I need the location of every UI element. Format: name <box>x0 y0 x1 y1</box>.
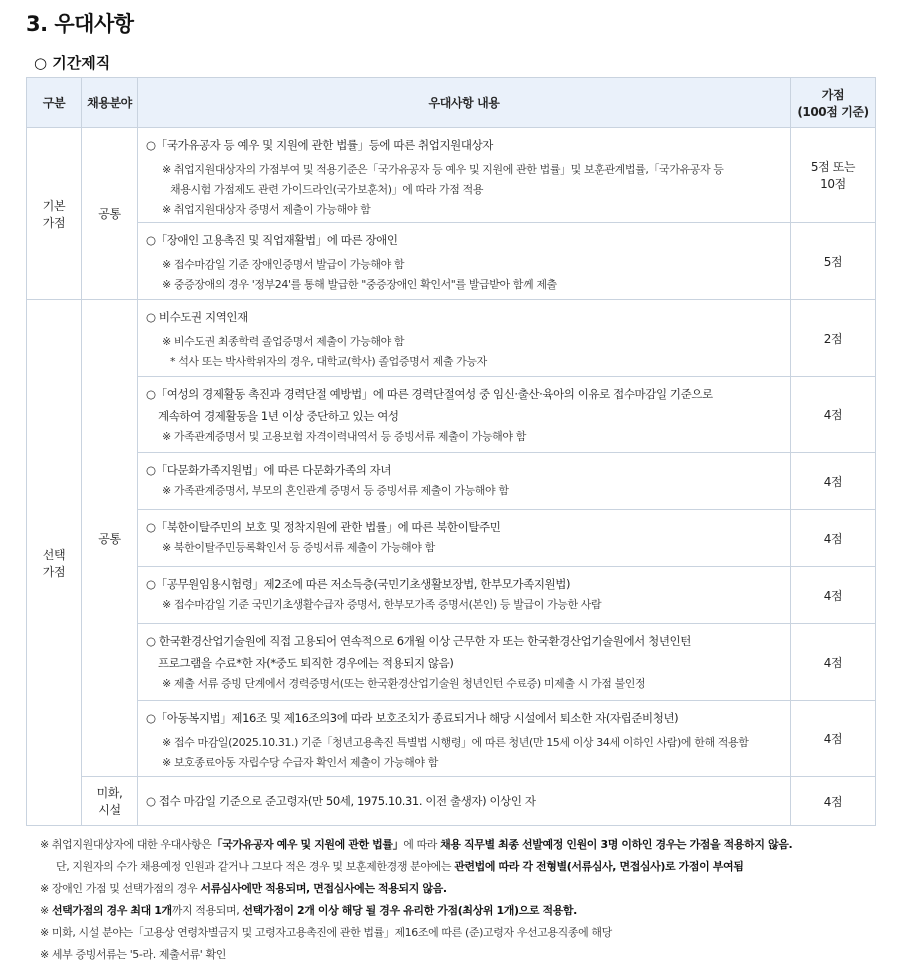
section-heading: 3. 우대사항 <box>26 12 134 36</box>
field-common: 공통 <box>82 128 138 300</box>
row-points: 4점 <box>791 777 876 826</box>
footnote: ※ 취업지원대상자에 대한 우대사항은「국가유공자 예우 및 지원에 관한 법률」에 따라 채용 직무별 최종 선발예정 인원이 3명 이하인 경우는 가점을 적용하지 않음. <box>40 838 793 851</box>
table-row <box>27 223 876 300</box>
row-main-text: ○ 비수도권 지역인재 <box>146 310 248 324</box>
row-note: ※ 가족관계증명서 및 고용보험 자격이력내역서 등 증빙서류 제출이 가능해야 함 <box>162 430 526 443</box>
row-points: 4점 <box>791 701 876 777</box>
footnotes <box>40 834 880 966</box>
row-content <box>138 777 791 826</box>
row-main-text: ○「다문화가족지원법」에 따른 다문화가족의 자녀 <box>146 463 392 477</box>
category-label: 기본 <box>42 198 66 213</box>
row-points: 4점 <box>791 510 876 567</box>
category-label: 선택 <box>42 547 66 562</box>
table-row <box>27 567 876 624</box>
table-row <box>27 510 876 567</box>
row-main-text: ○「장애인 고용촉진 및 직업재활법」에 따른 장애인 <box>146 233 398 247</box>
row-main-text: 프로그램을 수료*한 자(*중도 퇴직한 경우에는 적용되지 않음) <box>158 656 454 670</box>
table-row <box>27 377 876 453</box>
header-field: 채용분야 <box>82 78 138 128</box>
row-points: 4점 <box>791 624 876 701</box>
header-content: 우대사항 내용 <box>138 78 791 128</box>
row-content <box>138 624 791 701</box>
footnote: ※ 세부 증빙서류는 '5-라. 제출서류' 확인 <box>40 948 226 961</box>
row-note: ※ 비수도권 최종학력 졸업증명서 제출이 가능해야 함 <box>162 335 405 348</box>
row-content <box>138 510 791 567</box>
footnote: ※ 선택가점의 경우 최대 1개까지 적용되며, 선택가점이 2개 이상 해당 될 경우 유리한 가점(최상위 1개)으로 적용함. <box>40 904 577 917</box>
row-main-text: ○「아동복지법」제16조 및 제16조의3에 따라 보호조치가 종료되거나 해당 시설에서 퇴소한 자(자립준비청년) <box>146 711 679 725</box>
row-note: ※ 접수마감일 기준 국민기초생활수급자 증명서, 한부모가족 증명서(본인) 등 발급이 가능한 사람 <box>162 598 602 611</box>
row-content <box>138 567 791 624</box>
preference-table <box>26 77 876 826</box>
footnote: 단, 지원자의 수가 채용예정 인원과 같거나 그보다 적은 경우 및 보훈제한경쟁 분야에는 관련법에 따라 각 전형별(서류심사, 면접심사)로 가점이 부여됨 <box>56 860 744 873</box>
category-label: 가점 <box>42 215 66 230</box>
category-label: 가점 <box>42 564 66 579</box>
row-note: ※ 북한이탈주민등록확인서 등 증빙서류 제출이 가능해야 함 <box>162 541 435 554</box>
field-label: 시설 <box>98 803 121 817</box>
row-main-text: 계속하여 경제활동을 1년 이상 중단하고 있는 여성 <box>158 409 399 423</box>
row-main-text: ○「북한이탈주민의 보호 및 정착지원에 관한 법률」에 따른 북한이탈주민 <box>146 520 501 534</box>
row-content <box>138 377 791 453</box>
row-note: ※ 가족관계증명서, 부모의 혼인관계 증명서 등 증빙서류 제출이 가능해야 함 <box>162 484 509 497</box>
row-note: ※ 취업지원대상자 증명서 제출이 가능해야 함 <box>162 203 371 216</box>
row-points <box>791 128 876 223</box>
table-row <box>27 128 876 223</box>
row-points: 4점 <box>791 453 876 510</box>
row-note: * 석사 또는 박사학위자의 경우, 대학교(학사) 졸업증명서 제출 가능자 <box>170 355 487 368</box>
row-note: ※ 제출 서류 증빙 단계에서 경력증명서(또는 한국환경산업기술원 청년인턴 수료증) 미제출 시 가점 불인정 <box>162 677 646 690</box>
row-points: 2점 <box>791 300 876 377</box>
table-row <box>27 777 876 826</box>
row-note: ※ 접수마감일 기준 장애인증명서 발급이 가능해야 함 <box>162 258 405 271</box>
row-note: 채용시험 가점제도 관련 가이드라인(국가보훈처)」에 따라 가점 적용 <box>170 183 484 196</box>
row-content <box>138 223 791 300</box>
row-content <box>138 701 791 777</box>
row-points: 5점 <box>791 223 876 300</box>
row-note: ※ 취업지원대상자의 가점부여 및 적용기준은「국가유공자 등 예우 및 지원에 관한 법률」및 보훈관계법률,「국가유공자 등 <box>162 163 724 176</box>
header-points-label: 가점 <box>821 87 845 102</box>
category-basic <box>27 128 82 300</box>
row-note: ※ 접수 마감일(2025.10.31.) 기준「청년고용촉진 특별법 시행령」에 따른 청년(만 15세 이상 34세 이하인 사람)에 한해 적용함 <box>162 736 749 749</box>
field-common: 공통 <box>82 300 138 777</box>
field-label: 미화, <box>96 786 123 800</box>
row-main-text: ○ 한국환경산업기술원에 직접 고용되어 연속적으로 6개월 이상 근무한 자 또는 한국환경산업기술원에서 청년인턴 <box>146 634 691 648</box>
table-header-row <box>27 78 876 128</box>
row-main-text: ○ 접수 마감일 기준으로 준고령자(만 50세, 1975.10.31. 이전 출생자) 이상인 자 <box>146 794 536 808</box>
row-main-text: ○「여성의 경제활동 촉진과 경력단절 예방법」에 따른 경력단절여성 중 임신·출산·육아의 이유로 접수마감일 기준으로 <box>146 387 713 401</box>
points-value: 5점 또는 <box>810 160 856 174</box>
row-note: ※ 보호종료아동 자립수당 수급자 확인서 제출이 가능해야 함 <box>162 756 438 769</box>
header-points <box>791 78 876 128</box>
points-value: 10점 <box>820 177 846 191</box>
table-row <box>27 300 876 377</box>
table-row <box>27 624 876 701</box>
field-cleaning-facility <box>82 777 138 826</box>
row-main-text: ○「공무원임용시험령」제2조에 따른 저소득층(국민기초생활보장법, 한부모가족지원법) <box>146 577 571 591</box>
row-content <box>138 128 791 223</box>
row-points: 4점 <box>791 377 876 453</box>
header-category: 구분 <box>27 78 82 128</box>
table-row <box>27 453 876 510</box>
row-main-text: ○「국가유공자 등 예우 및 지원에 관한 법률」등에 따른 취업지원대상자 <box>146 138 494 152</box>
footnote: ※ 미화, 시설 분야는「고용상 연령차별금지 및 고령자고용촉진에 관한 법률」제16조에 따른 (준)고령자 우선고용직종에 해당 <box>40 926 612 939</box>
category-select <box>27 300 82 826</box>
table-row <box>27 701 876 777</box>
footnote: ※ 장애인 가점 및 선택가점의 경우 서류심사에만 적용되며, 면접심사에는 적용되지 않음. <box>40 882 447 895</box>
header-points-basis: (100점 기준) <box>797 104 869 119</box>
row-content <box>138 300 791 377</box>
row-note: ※ 중증장애의 경우 '정부24'를 통해 발급한 "중증장애인 확인서"를 발급받아 함께 제출 <box>162 278 557 291</box>
subsection-heading: ○ 기간제직 <box>34 54 111 72</box>
row-content <box>138 453 791 510</box>
row-points: 4점 <box>791 567 876 624</box>
